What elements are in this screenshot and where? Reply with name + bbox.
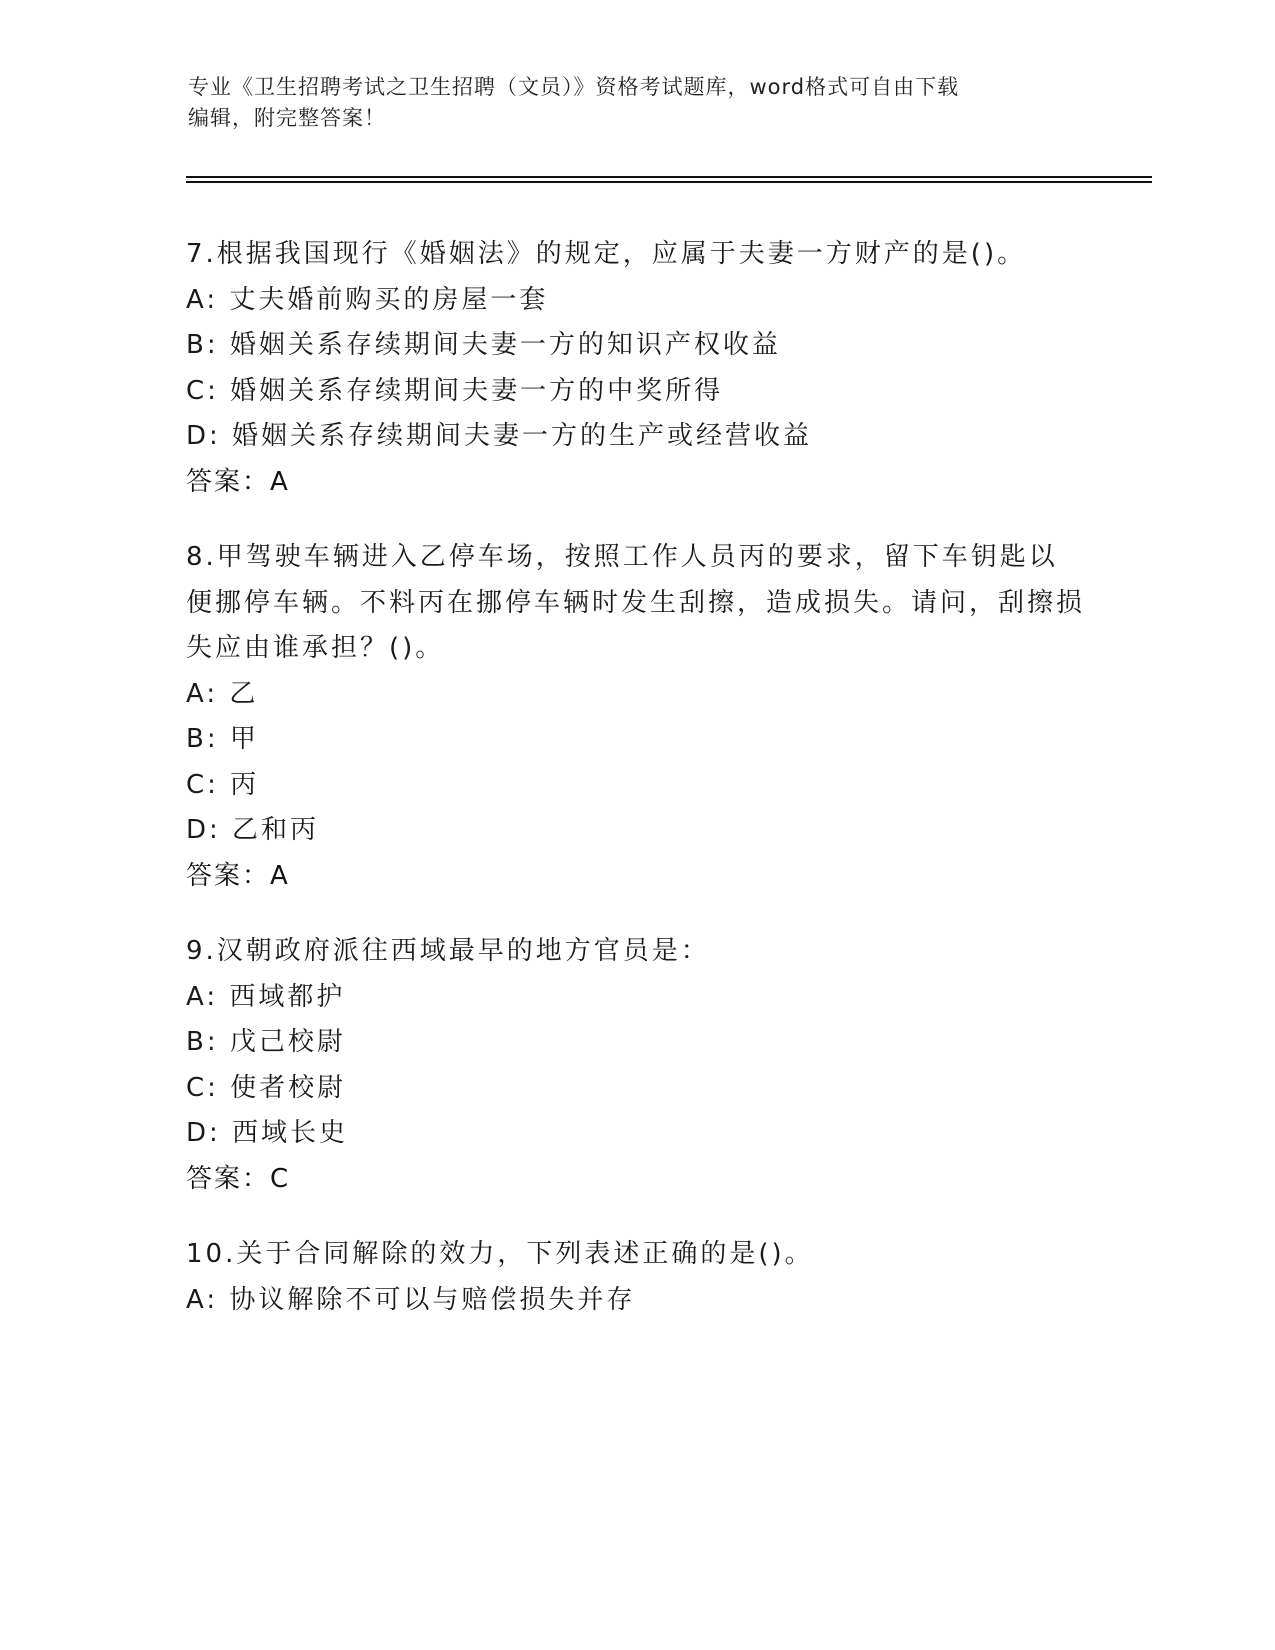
header-divider-bottom [186,181,1152,183]
answer-line: 答案：A [186,466,290,497]
question-stem: 9.汉朝政府派往西域最早的地方官员是： [186,936,710,966]
question-7 [186,232,1086,505]
document-header [188,72,1088,134]
answer-line: 答案：C [186,1163,291,1194]
header-line-1: 专业《卫生招聘考试之卫生招聘（文员）》资格考试题库，word格式可自由下载 [188,75,960,99]
question-9 [186,929,1086,1202]
question-10 [186,1232,1086,1323]
option-c: C: 使者校尉 [186,1072,347,1103]
question-stem: 10.关于合同解除的效力，下列表述正确的是()。 [186,1239,814,1269]
option-b: B: 戊己校尉 [186,1027,346,1057]
option-a: A: 丈夫婚前购买的房屋一套 [186,284,549,315]
option-d: D: 西域长史 [186,1118,349,1148]
option-d: D: 乙和丙 [186,815,320,845]
header-line-2: 编辑，附完整答案！ [188,106,386,130]
answer-line: 答案：A [186,860,290,891]
option-b: B: 婚姻关系存续期间夫妻一方的知识产权收益 [186,330,781,360]
option-b: B: 甲 [186,724,259,754]
question-stem: 8.甲驾驶车辆进入乙停车场，按照工作人员丙的要求，留下车钥匙以便挪停车辆。不料丙在挪停车辆时发生刮擦，造成损失。请问，刮擦损失应由谁承担？()。 [186,542,1086,663]
option-a: A: 乙 [186,678,259,709]
question-8 [186,535,1086,899]
header-divider-top [186,176,1152,178]
option-a: A: 西域都护 [186,981,346,1012]
question-list [186,232,1086,1353]
question-stem: 7.根据我国现行《婚姻法》的规定，应属于夫妻一方财产的是()。 [186,239,1027,269]
option-c: C: 婚姻关系存续期间夫妻一方的中奖所得 [186,375,724,406]
option-c: C: 丙 [186,769,260,800]
option-a: A: 协议解除不可以与赔偿损失并存 [186,1284,636,1315]
option-d: D: 婚姻关系存续期间夫妻一方的生产或经营收益 [186,421,813,451]
